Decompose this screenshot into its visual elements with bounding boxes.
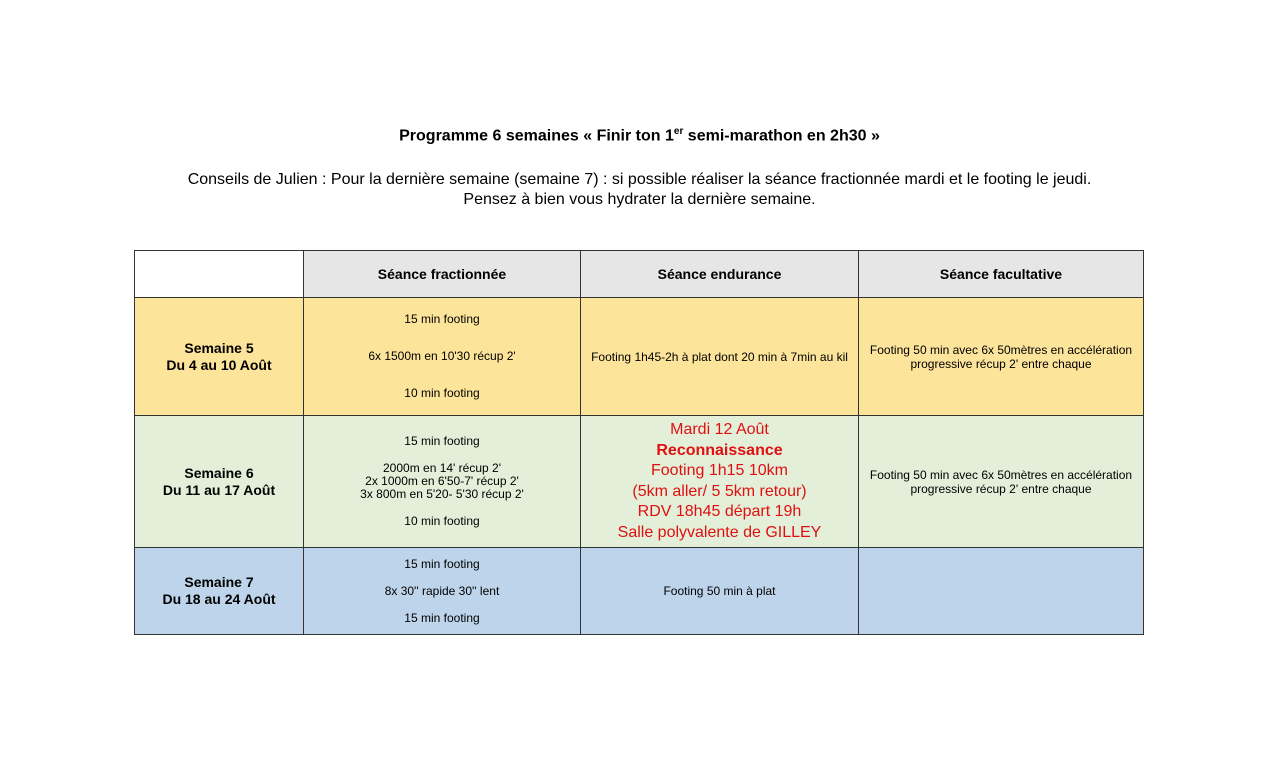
fractionnee-line: 10 min footing: [404, 386, 480, 400]
week-name: Semaine 7: [184, 574, 254, 590]
week-cell: [135, 298, 304, 416]
header-blank: [135, 251, 304, 298]
document-title: [0, 126, 1279, 145]
facultative-cell: [859, 416, 1144, 548]
table-row-week-6: [135, 416, 1144, 548]
week-cell: [135, 548, 304, 635]
fractionnee-line: 15 min footing: [404, 434, 480, 448]
facultative-line: progressive récup 2' entre chaque: [910, 481, 1092, 496]
header-endurance: Séance endurance: [581, 251, 859, 298]
facultative-line: progressive récup 2' entre chaque: [910, 356, 1092, 371]
fractionnee-cell: [304, 416, 581, 548]
facultative-cell-empty: [859, 548, 1144, 635]
recon-announcement: [581, 420, 858, 543]
title-suffix: semi-marathon en 2h30 »: [683, 127, 880, 145]
endurance-text: Footing 1h45-2h à plat dont 20 min à 7min au kil: [591, 349, 848, 364]
recon-route: (5km aller/ 5 5km retour): [632, 482, 807, 500]
fractionnee-line: 8x 30'' rapide 30'' lent: [384, 583, 500, 598]
advice-line-2: Pensez à bien vous hydrater la dernière semaine.: [463, 191, 816, 208]
week-cell: [135, 416, 304, 548]
training-plan-table: [134, 250, 1144, 635]
recon-date: Mardi 12 Août: [670, 421, 769, 438]
recon-location: Salle polyvalente de GILLEY: [617, 523, 822, 541]
advice-text: [0, 170, 1279, 210]
recon-title: Reconnaissance: [656, 441, 783, 459]
week-dates: Du 4 au 10 Août: [166, 356, 272, 373]
table-header-row: [135, 251, 1144, 298]
endurance-cell: [581, 298, 859, 416]
title-prefix: Programme 6 semaines « Finir ton 1: [399, 127, 674, 145]
week-dates: Du 11 au 17 Août: [162, 481, 276, 498]
facultative-line: Footing 50 min avec 6x 50mètres en accélération: [869, 342, 1133, 357]
endurance-text: Footing 50 min à plat: [663, 584, 776, 598]
fractionnee-line: 15 min footing: [404, 556, 480, 571]
endurance-cell: [581, 548, 859, 635]
fractionnee-line: 6x 1500m en 10'30 récup 2': [368, 349, 516, 363]
week-name: Semaine 5: [184, 339, 254, 356]
fractionnee-line: 10 min footing: [404, 514, 480, 528]
facultative-line: Footing 50 min avec 6x 50mètres en accélération: [869, 467, 1133, 482]
fractionnee-line: 3x 800m en 5'20- 5'30 récup 2': [360, 487, 524, 501]
table-row-week-7: [135, 548, 1144, 635]
facultative-cell: [859, 298, 1144, 416]
header-fractionnee: Séance fractionnée: [304, 251, 581, 298]
fractionnee-cell: [304, 548, 581, 635]
advice-line-1: Conseils de Julien : Pour la dernière semaine (semaine 7) : si possible réaliser la séance fractionnée mardi et le footing le jeudi.: [187, 171, 1092, 188]
header-facultative: Séance facultative: [859, 251, 1144, 298]
fractionnee-line: 15 min footing: [404, 610, 480, 625]
table-row-week-5: [135, 298, 1144, 416]
week-dates: Du 18 au 24 Août: [162, 591, 276, 607]
week-name: Semaine 6: [184, 464, 254, 481]
title-superscript: er: [673, 126, 684, 137]
recon-meeting: RDV 18h45 départ 19h: [637, 503, 802, 520]
fractionnee-line: 2x 1000m en 6'50-7' récup 2': [365, 474, 519, 488]
endurance-cell: [581, 416, 859, 548]
fractionnee-line: 15 min footing: [404, 312, 480, 326]
fractionnee-cell: [304, 298, 581, 416]
recon-footing: Footing 1h15 10km: [651, 462, 788, 479]
fractionnee-line: 2000m en 14' récup 2': [383, 461, 501, 475]
